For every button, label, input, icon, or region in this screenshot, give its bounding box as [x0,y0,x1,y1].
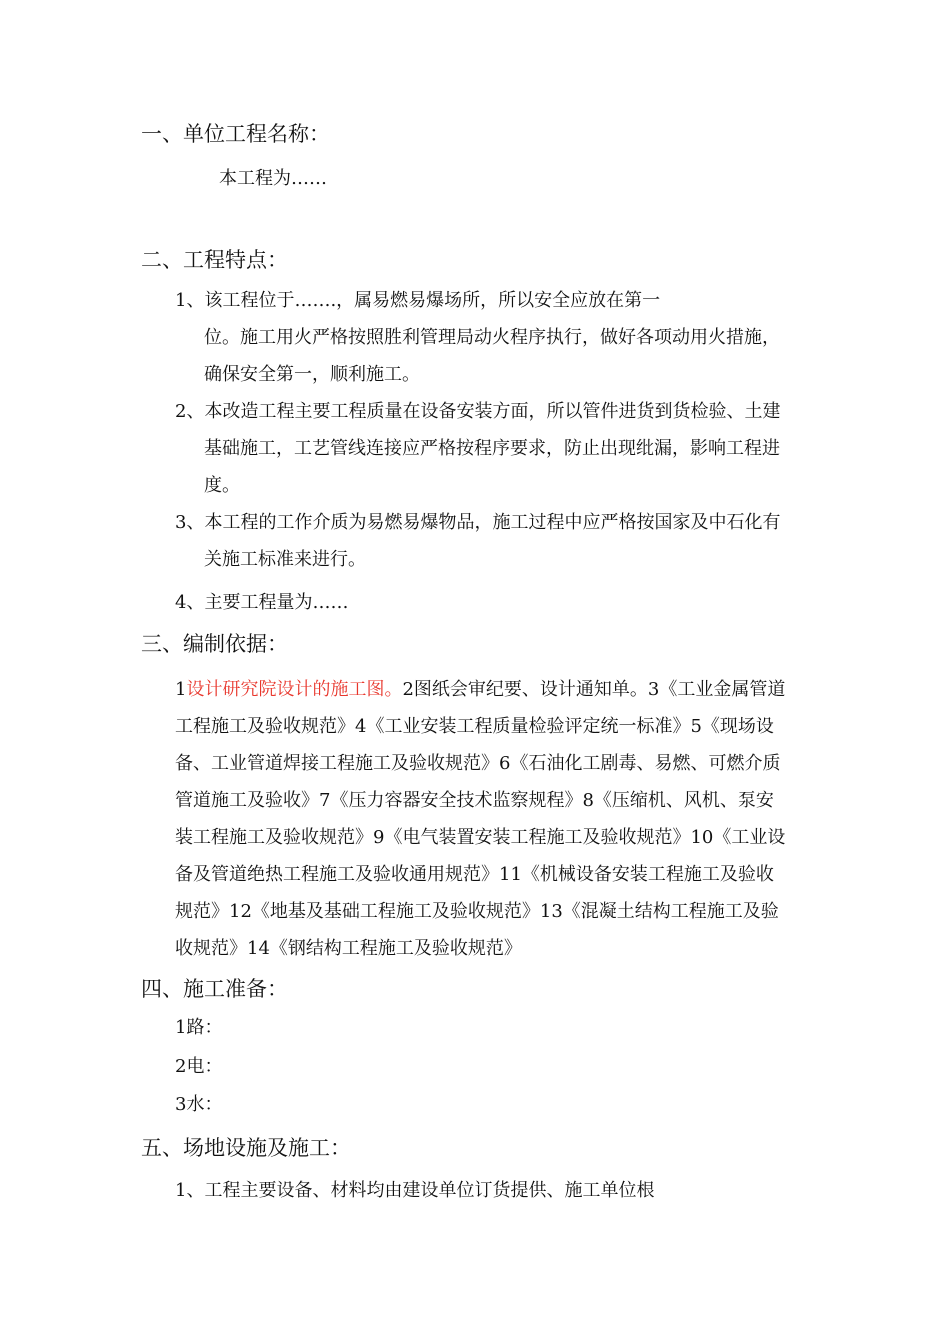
section-3-line-1-rest: 2图纸会审纪要、设计通知单。3《工业金属管道 [402,679,786,700]
section-2-item-2-line-1: 2、本改造工程主要工程质量在设备安装方面，所以管件进货到货检验、土建 [175,401,781,422]
section-2-item-4: 4、主要工程量为…… [175,592,349,613]
section-2-item-2-line-2: 基础施工，工艺管线连接应严格按程序要求，防止出现纰漏，影响工程进 [204,438,780,459]
section-4-heading: 四、施工准备： [141,977,288,1001]
section-3-highlight-text: 设计研究院设计的施工图。 [186,679,403,700]
section-3-line-4: 管道施工及验收》7《压力容器安全技术监察规程》8《压缩机、风机、泵安 [175,790,774,811]
section-3-line-6: 备及管道绝热工程施工及验收通用规范》11《机械设备安装工程施工及验收 [175,864,774,885]
section-2-item-1-line-3: 确保安全第一，顺利施工。 [204,364,420,385]
section-3-line-3: 备、工业管道焊接工程施工及验收规范》6《石油化工剧毒、易燃、可燃介质 [175,753,781,774]
section-3-heading: 三、编制依据： [141,632,288,656]
section-2-item-3-line-1: 3、本工程的工作介质为易燃易爆物品，施工过程中应严格按国家及中石化有 [175,512,781,533]
section-5-heading: 五、场地设施及施工： [141,1136,351,1160]
section-4-item-water: 3水： [175,1094,223,1115]
section-2-item-1-line-1: 1、该工程位于…….，属易燃易爆场所，所以安全应放在第一 [175,290,661,311]
section-3-line-7: 规范》12《地基及基础工程施工及验收规范》13《混凝土结构工程施工及验 [175,901,779,922]
section-3-line-1 [175,678,785,702]
section-2-heading: 二、工程特点： [141,248,288,272]
section-3-line-2: 工程施工及验收规范》4《工业安装工程质量检验评定统一标准》5《现场设 [175,716,774,737]
section-4-item-road: 1路： [175,1017,223,1038]
section-5-item-1: 1、工程主要设备、材料均由建设单位订货提供、施工单位根 [175,1180,655,1201]
section-1-body: 本工程为…… [219,168,327,189]
section-2-item-1-line-2: 位。施工用火严格按照胜利管理局动火程序执行，做好各项动用火措施， [204,327,780,348]
section-4-item-electricity: 2电： [175,1056,223,1077]
section-3-line-5: 装工程施工及验收规范》9《电气装置安装工程施工及验收规范》10《工业设 [175,827,786,848]
section-3-first-number: 1 [175,679,187,700]
section-1-heading: 一、单位工程名称： [141,122,330,146]
section-2-item-3-line-2: 关施工标准来进行。 [204,549,366,570]
section-2-item-2-line-3: 度。 [204,475,240,496]
section-3-line-8: 收规范》14《钢结构工程施工及验收规范》 [175,938,522,959]
